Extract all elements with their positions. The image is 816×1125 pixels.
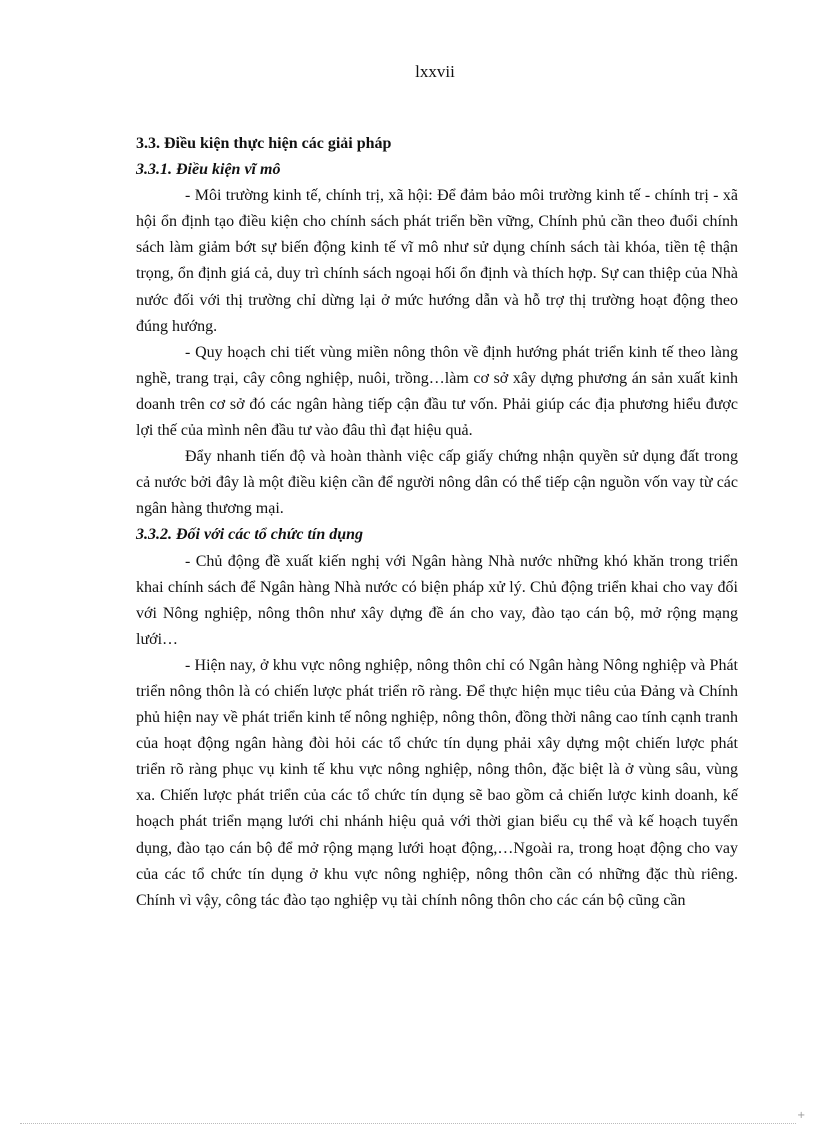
subsection-heading-3-3-1: 3.3.1. Điều kiện vĩ mô — [136, 161, 281, 179]
paragraph: - Chủ động đề xuất kiến nghị với Ngân hàng Nhà nước những khó khăn trong triển khai chính sách để Ngân hàng Nhà nước có biện pháp xử lý. Chủ động triển khai cho vay đối với Nông nghiệp, nông thôn như xây dựng đề án cho vay, đào tạo cán bộ, mở rộng mạng lưới… — [136, 552, 738, 648]
paragraph: - Quy hoạch chi tiết vùng miền nông thôn về định hướng phát triển kinh tế theo làng nghề, trang trại, cây công nghiệp, nuôi, trồng…làm cơ sở xây dựng phương án sản xuất kinh doanh trên cơ sở đó các ngân hàng tiếp cận đầu tư vốn. Phải giúp các địa phương hiểu được lợi thế của mình nên đầu tư vào đâu thì đạt hiệu quả. — [136, 343, 738, 440]
subsection-heading-3-3-2: 3.3.2. Đối với các tổ chức tín dụng — [136, 526, 364, 544]
paragraph: - Hiện nay, ở khu vực nông nghiệp, nông thôn chỉ có Ngân hàng Nông nghiệp và Phát triển nông thôn là có chiến lược phát triển rõ ràng. Để thực hiện mục tiêu của Đảng và Chính phủ hiện nay về phát triển kinh tế nông nghiệp, nông thôn, đồng thời nâng cao tính cạnh tranh của hoạt động ngân hàng đòi hỏi các tổ chức tín dụng phải xây dựng một chiến lược phát triển rõ ràng phục vụ kinh tế khu vực nông nghiệp, nông thôn, đặc biệt là ở vùng sâu, vùng xa. Chiến lược phát triển của các tổ chức tín dụng sẽ bao gồm cả chiến lược kinh doanh, kế hoạch phát triển mạng lưới chi nhánh hiệu quả với thời gian biểu cụ thể và kế hoạch tuyển dụng, đào tạo cán bộ để mở rộng mạng lưới hoạt động,…Ngoài ra, trong hoạt động cho vay của các tổ chức tín dụng ở khu vực nông nghiệp, nông thôn cần có những đặc thù riêng. Chính vì vậy, công tác đào tạo nghiệp vụ tài chính nông thôn cho các cán bộ cũng cần — [136, 656, 738, 909]
section-heading-3-3: 3.3. Điều kiện thực hiện các giải pháp — [136, 135, 392, 152]
page-number: lxxvii — [415, 62, 455, 81]
corner-mark: + — [797, 1110, 806, 1121]
document-body — [136, 131, 738, 914]
paragraph: - Môi trường kinh tế, chính trị, xã hội: Để đảm bảo môi trường kinh tế - chính trị - xã hội ổn định tạo điều kiện cho chính sách phát triển bền vững, Chính phủ cần theo đuổi chính sách làm giảm bớt sự biến động kinh tế vĩ mô như sử dụng chính sách tài khóa, tiền tệ thận trọng, ổn định giá cả, duy trì chính sách ngoại hối ổn định và thích hợp. Sự can thiệp của Nhà nước đối với thị trường chỉ dừng lại ở mức hướng dẫn và hỗ trợ thị trường hoạt động theo đúng hướng. — [136, 187, 738, 335]
paragraph: Đẩy nhanh tiến độ và hoàn thành việc cấp giấy chứng nhận quyền sử dụng đất trong cả nước bởi đây là một điều kiện cần để người nông dân có thể tiếp cận nguồn vốn vay từ các ngân hàng thương mại. — [136, 448, 738, 518]
